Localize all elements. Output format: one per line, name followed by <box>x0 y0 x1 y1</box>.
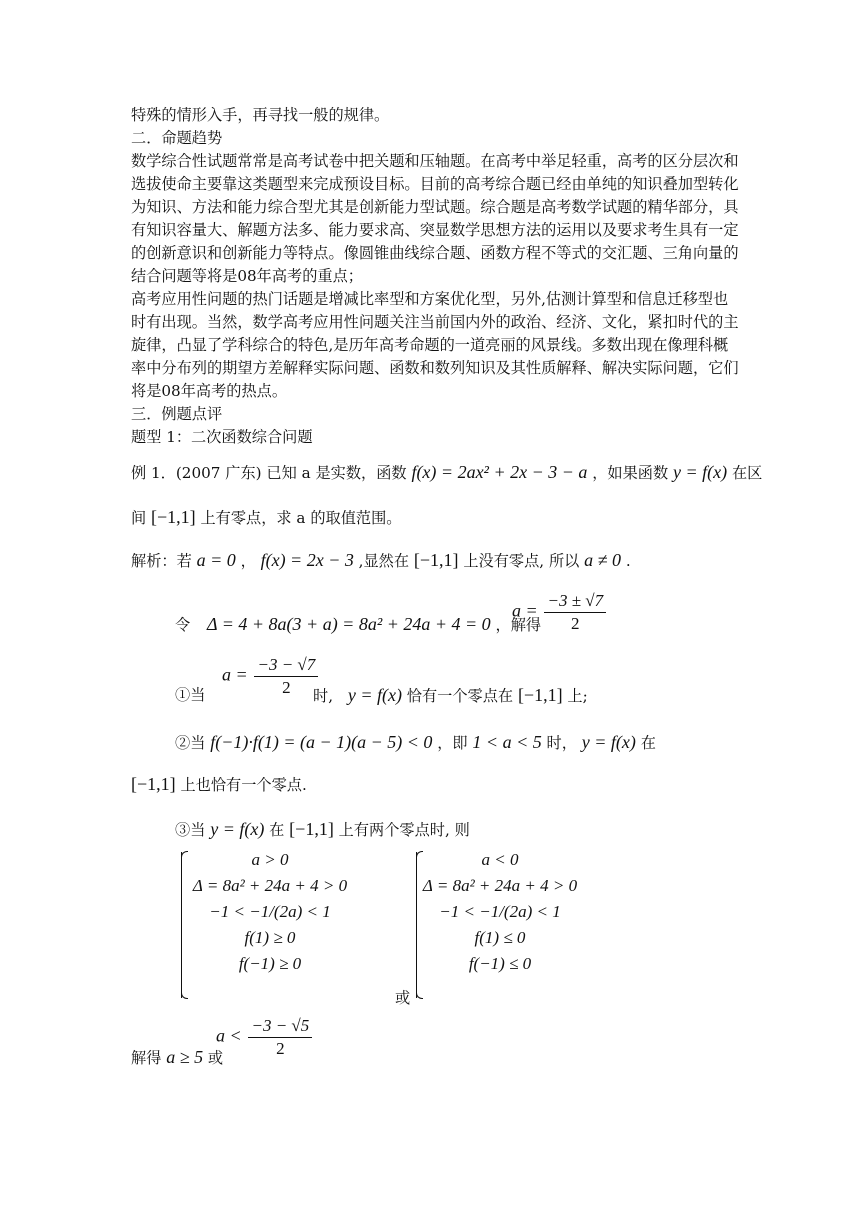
solution-text: ，解得 <box>495 616 542 634</box>
solution-line-2 <box>175 612 541 637</box>
text-line: 数学综合性试题常常是高考试卷中把关题和压轴题。在高考中举足轻重，高考的区分层次和 <box>131 152 739 170</box>
solution-text: 解得 <box>131 1049 162 1067</box>
fraction-numerator: −3 − √7 <box>254 654 318 677</box>
text-line: 旋律，凸显了学科综合的特色,是历年高考命题的一道亮丽的风景线。多数出现在像理科概 <box>131 336 729 354</box>
example-line-1 <box>131 460 762 485</box>
case-2-line <box>175 730 656 755</box>
text-line: 选拔使命主要靠这类题型来完成预设目标。目前的高考综合题已经由单纯的知识叠加型转化 <box>131 175 739 193</box>
system-b-row: −1 < −1/(2a) < 1 <box>439 902 561 921</box>
example-line-2 <box>131 505 401 530</box>
variable-a: a = <box>512 600 538 621</box>
solution-text: 上; <box>567 687 588 705</box>
or-label: 或 <box>395 989 411 1007</box>
system-a-row: f(−1) ≥ 0 <box>238 954 302 973</box>
text-line: 的创新意识和创新能力等特点。像圆锥曲线综合题、函数方程不等式的交汇题、三角向量的 <box>131 244 739 262</box>
text-line: 为知识、方法和能力综合型尤其是创新能力型试题。综合题是高考数学试题的精华部分，具 <box>131 198 739 216</box>
system-b-row: a < 0 <box>481 850 519 869</box>
case-3-line <box>175 817 470 842</box>
interval: [−1,1] <box>517 685 563 705</box>
interval: [−1,1] <box>131 774 176 794</box>
solution-text: 令 <box>175 616 191 634</box>
final-answer-line <box>131 1045 223 1070</box>
system-a-row: Δ = 8a² + 24a + 4 > 0 <box>192 876 348 895</box>
solution-text: 或 <box>207 1049 224 1067</box>
function-y: y = f(x) <box>210 819 265 839</box>
system-b-row: f(1) ≤ 0 <box>474 928 526 947</box>
formula: a ≥ 5 <box>166 1047 204 1067</box>
formula: 1 < a < 5 <box>472 732 542 752</box>
case-1-label: ①当 <box>175 686 206 704</box>
function-formula: f(x) = 2ax² + 2x − 3 − a <box>411 462 588 482</box>
system-a <box>190 847 350 977</box>
solution-text: ②当 <box>175 734 206 752</box>
solution-text: 上也恰有一个零点. <box>180 776 307 794</box>
example-text: ，如果函数 <box>592 464 669 482</box>
variable-a: a < <box>216 1025 242 1046</box>
text-line: 时有出现。当然，数学高考应用性问题关注当前国内外的政治、经济、文化，紧扣时代的主 <box>131 313 739 331</box>
function-y: y = f(x) <box>581 732 636 752</box>
solution-text: . <box>625 552 631 570</box>
solution-text: 恰有一个零点在 <box>406 687 514 705</box>
formula: a = 0 <box>196 550 236 570</box>
variable-a: a = <box>222 664 248 685</box>
system-b-row: Δ = 8a² + 24a + 4 > 0 <box>422 876 578 895</box>
formula: f(x) = 2x − 3 <box>260 550 354 570</box>
case-1-text <box>313 683 588 708</box>
section-heading: 三．例题点评 <box>131 405 223 423</box>
case-1-fraction <box>222 654 320 699</box>
solution-text: 上没有零点, 所以 <box>463 552 580 570</box>
solution-text: ， <box>240 552 256 570</box>
interval: [−1,1] <box>151 507 196 527</box>
fraction-denominator: 2 <box>571 614 580 633</box>
text-line: 特殊的情形入手，再寻找一般的规律。 <box>131 106 390 124</box>
solution-text: 时， <box>546 734 577 752</box>
fraction-numerator: −3 ± √7 <box>544 590 606 613</box>
example-text: 间 <box>131 509 147 527</box>
solution-line-1 <box>131 548 631 573</box>
function-y: y = f(x) <box>672 462 728 482</box>
text-line: 高考应用性问题的热门话题是增减比率型和方案优化型，另外,估测计算型和信息迁移型也 <box>131 290 729 308</box>
solution-text: 在 <box>640 734 656 752</box>
fraction-denominator: 2 <box>276 1039 285 1058</box>
system-a-row: a > 0 <box>251 850 289 869</box>
system-a-row: f(1) ≥ 0 <box>244 928 296 947</box>
solution-text: ，即 <box>437 734 468 752</box>
discriminant-formula: Δ = 4 + 8a(3 + a) = 8a² + 24a + 4 = 0 <box>207 614 491 634</box>
formula: a ≠ 0 <box>584 550 622 570</box>
solution-text: ③当 <box>175 821 206 839</box>
function-y: y = f(x) <box>347 685 402 705</box>
system-b-row: f(−1) ≤ 0 <box>468 954 532 973</box>
text-line: 率中分布列的期望方差解释实际问题、函数和数列知识及其性质解释、解决实际问题，它们 <box>131 359 739 377</box>
solution-text: ,显然在 <box>358 552 410 570</box>
solution-text: 上有两个零点时, 则 <box>338 821 470 839</box>
fraction <box>254 654 318 699</box>
system-a-row: −1 < −1/(2a) < 1 <box>209 902 331 921</box>
interval: [−1,1] <box>413 550 459 570</box>
fraction-numerator: −3 − √5 <box>248 1015 312 1038</box>
question-type: 题型 1：二次函数综合问题 <box>131 428 313 446</box>
system-b <box>420 847 580 977</box>
example-text: 上有零点，求 a 的取值范围。 <box>200 509 402 527</box>
text-line: 将是08年高考的热点。 <box>131 382 288 400</box>
text-line: 有知识容量大、解题方法多、能力要求高、突显数学思想方法的运用以及要求考生具有一定 <box>131 221 739 239</box>
fraction <box>544 590 606 635</box>
solution-text: 解析：若 <box>131 552 192 570</box>
text-line: 结合问题等将是08年高考的重点； <box>131 267 363 285</box>
interval: [−1,1] <box>289 819 334 839</box>
section-heading: 二．命题趋势 <box>131 129 223 147</box>
final-fraction <box>216 1015 314 1060</box>
solution-text: 在 <box>269 821 285 839</box>
fraction <box>248 1015 312 1060</box>
formula: f(−1)·f(1) = (a − 1)(a − 5) < 0 <box>210 732 433 752</box>
root-fraction <box>512 590 608 635</box>
example-intro: 例 1．(2007 广东) 已知 a 是实数，函数 <box>131 464 407 482</box>
fraction-denominator: 2 <box>282 678 291 697</box>
solution-text: 时, <box>313 687 334 705</box>
case-2-line-2 <box>131 772 307 797</box>
example-text: 在区 <box>731 464 763 482</box>
left-brace <box>416 852 417 998</box>
left-brace <box>181 852 182 998</box>
